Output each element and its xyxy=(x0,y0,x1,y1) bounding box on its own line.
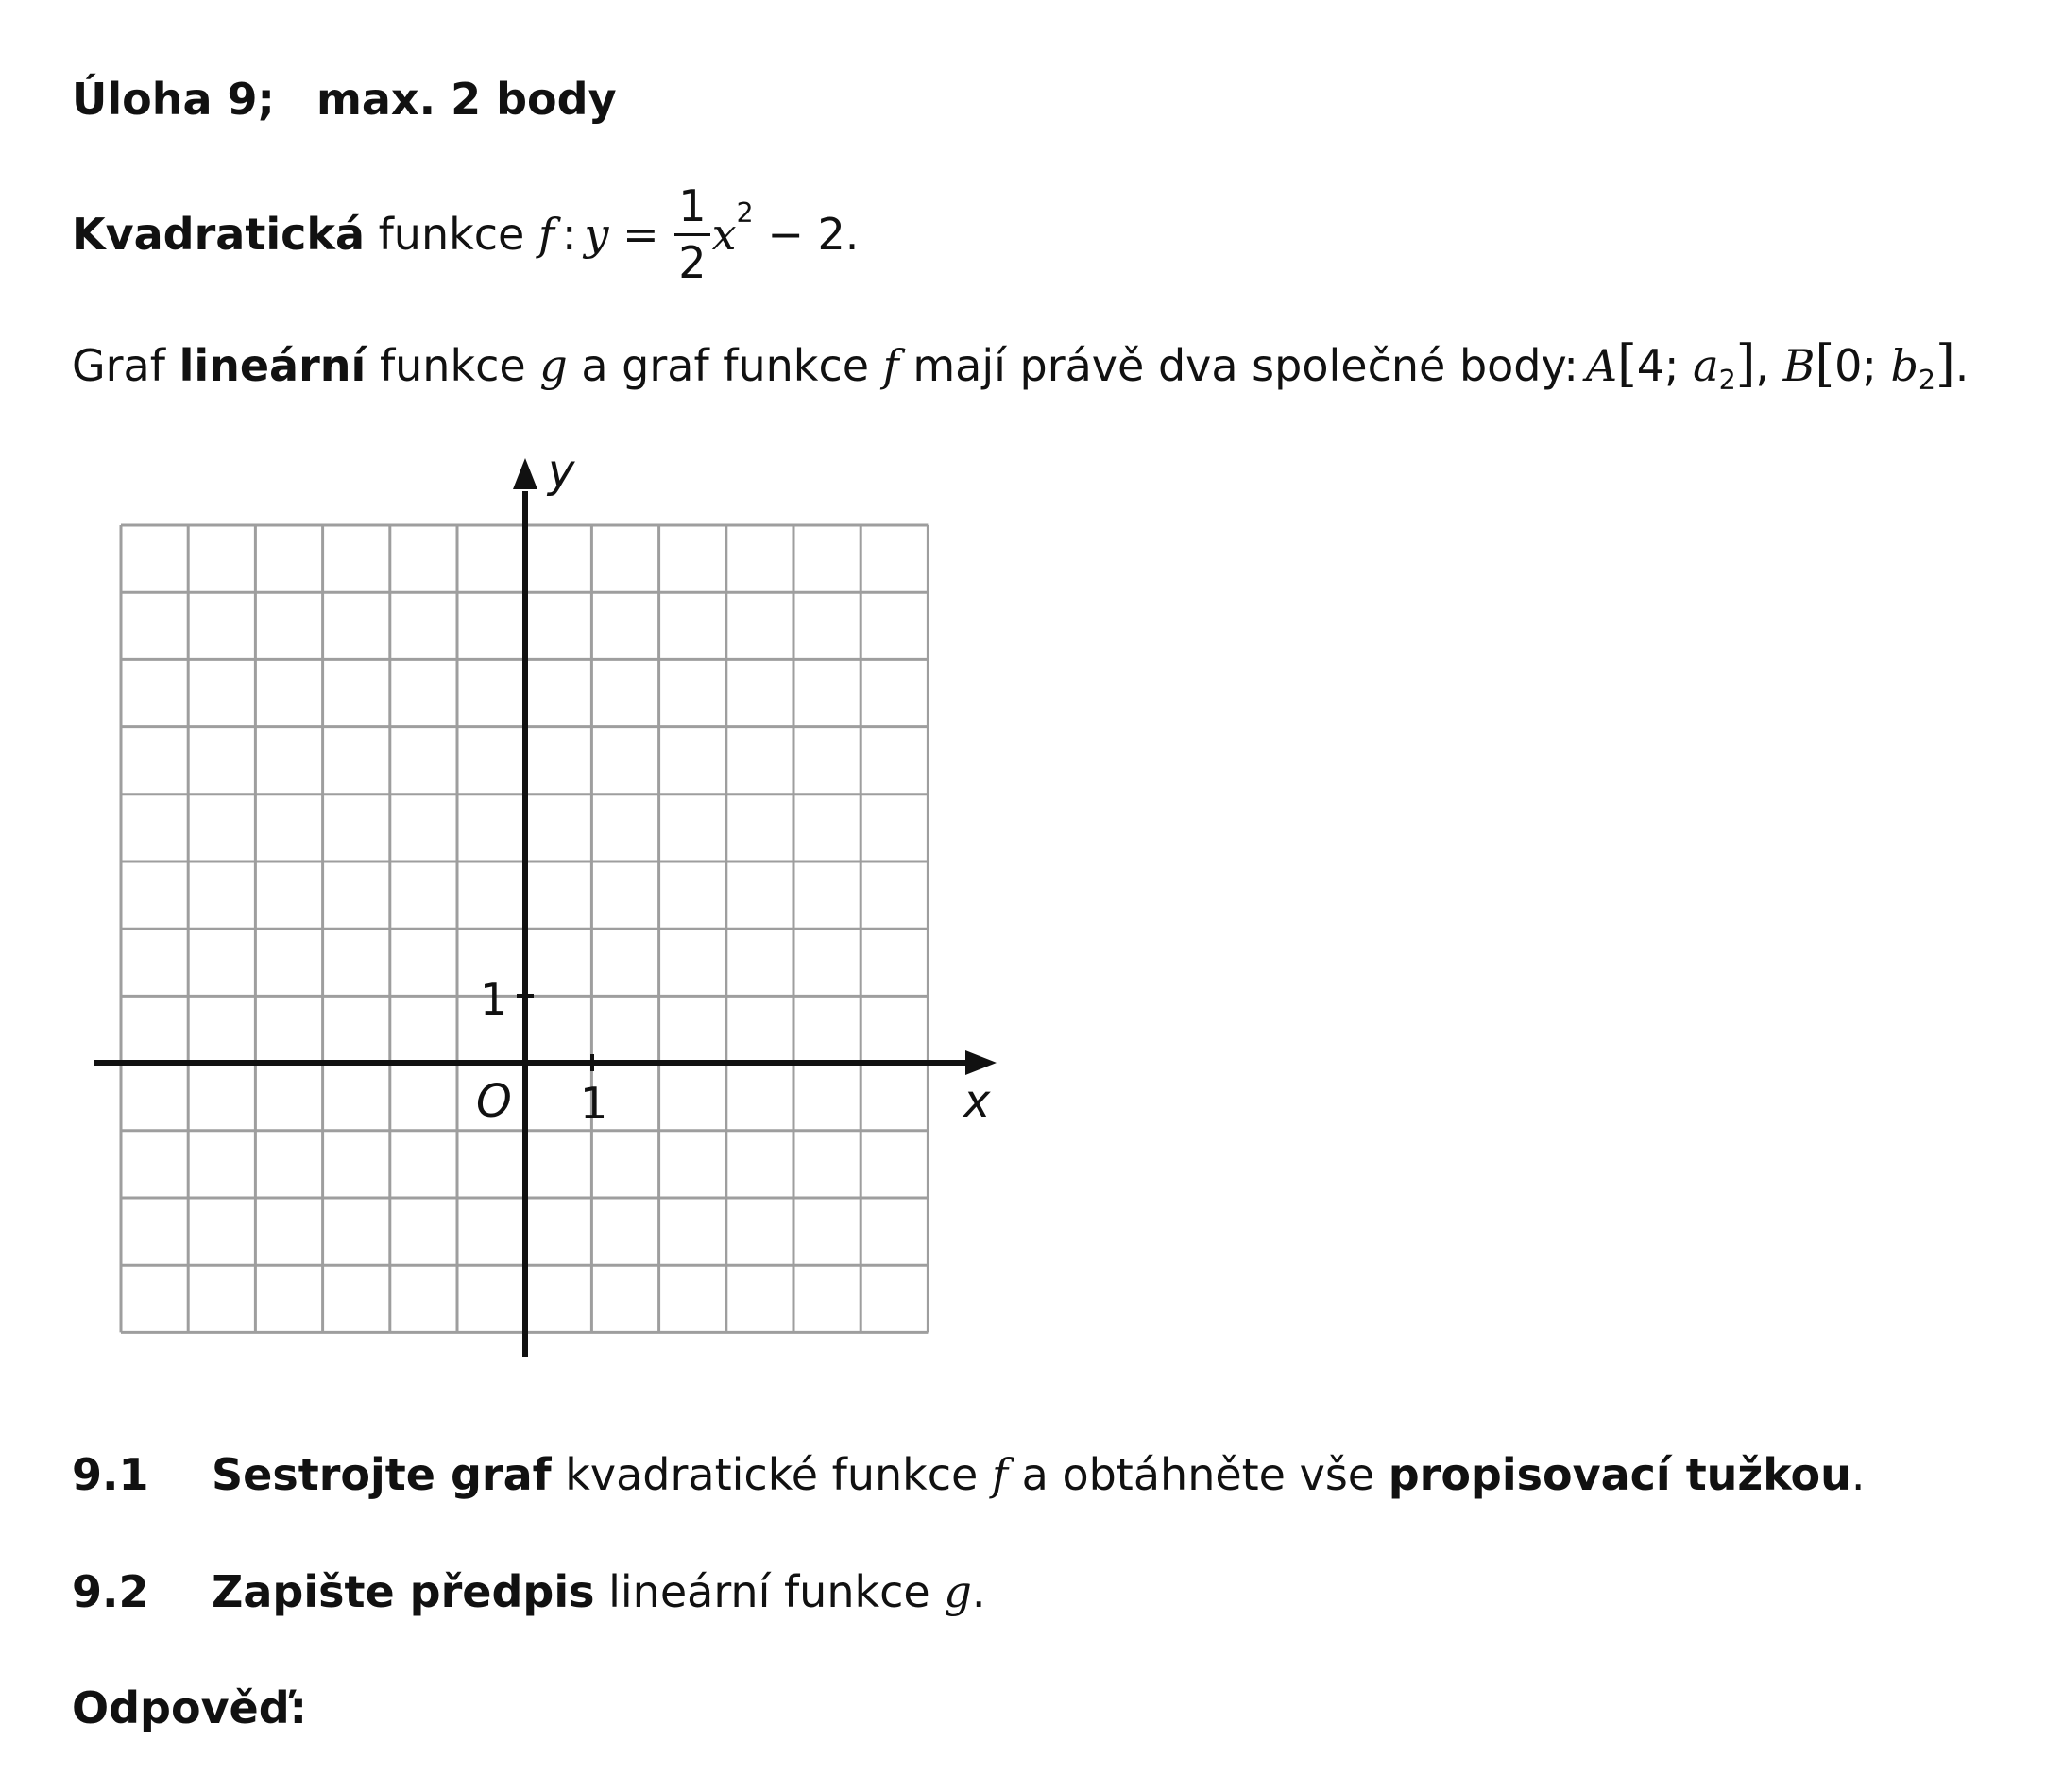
task-9-1-text2: a obtáhněte vše xyxy=(1021,1449,1375,1500)
function-g-name: g xyxy=(539,340,568,391)
x-variable: x xyxy=(711,209,737,260)
a-subscript: 2 xyxy=(1718,365,1736,397)
task-9-1-number: 9.1 xyxy=(72,1449,149,1500)
point-a: A xyxy=(1585,340,1618,391)
task-9-2-var: g xyxy=(944,1566,972,1617)
y-tick-label: 1 xyxy=(480,974,508,1025)
fraction-numerator: 1 xyxy=(674,183,709,235)
exponent: 2 xyxy=(736,197,754,230)
colon: : xyxy=(562,209,577,260)
equals-sign: = xyxy=(622,209,659,260)
statement-end: . xyxy=(1954,340,1969,391)
y-variable: y xyxy=(584,209,609,260)
origin-label: O xyxy=(476,1075,512,1128)
coord-a: 4; xyxy=(1636,340,1679,391)
a-variable: a xyxy=(1693,340,1719,391)
task-points: max. 2 body xyxy=(315,74,617,125)
x-axis-arrow xyxy=(965,1050,997,1075)
statement-text-4: mají právě dva společné body: xyxy=(912,340,1578,391)
x-axis-label: x xyxy=(963,1075,991,1128)
x-tick-label: 1 xyxy=(580,1078,608,1129)
task-9-2-bold: Zapište předpis xyxy=(212,1566,595,1617)
task-9-2-end: . xyxy=(971,1566,986,1617)
statement-text-1: Graf xyxy=(72,340,165,391)
formula-tail: − 2. xyxy=(767,209,860,260)
task-9-1-bold: Sestrojte graf xyxy=(212,1449,552,1500)
statement-bold-lin: lineární xyxy=(179,340,367,391)
task-9-1-text1: kvadratické funkce xyxy=(565,1449,979,1500)
b-variable: b xyxy=(1890,340,1918,391)
statement-text-3: a graf funkce xyxy=(581,340,870,391)
bracket-b-close: ] xyxy=(1935,335,1955,393)
y-axis-arrow xyxy=(513,458,537,489)
y-axis-label: y xyxy=(548,445,575,498)
coord-b: 0; xyxy=(1834,340,1877,391)
bracket-b-open: [ xyxy=(1815,335,1835,393)
statement-text-2: funkce xyxy=(379,340,526,391)
bracket-a-open: [ xyxy=(1617,335,1637,393)
point-b: B xyxy=(1782,340,1816,391)
fraction-denominator: 2 xyxy=(678,236,707,288)
task-9-2-number: 9.2 xyxy=(72,1566,149,1617)
task-9-1-bold2: propisovací tužkou xyxy=(1388,1449,1851,1500)
function-f-name-2: f xyxy=(882,340,899,391)
task-9-2-text1: lineární funkce xyxy=(608,1566,930,1617)
task-9-1-var: f xyxy=(992,1449,1009,1500)
function-f-name: f xyxy=(537,209,554,260)
b-subscript: 2 xyxy=(1918,365,1936,397)
intro-word-funkce: funkce xyxy=(378,209,525,260)
comma: , xyxy=(1755,340,1769,391)
bracket-a-close: ] xyxy=(1735,335,1756,393)
answer-label: Odpověď: xyxy=(72,1682,308,1733)
intro-bold-word: Kvadratická xyxy=(72,209,365,260)
task-number: Úloha 9; xyxy=(72,74,275,125)
task-9-1-end: . xyxy=(1850,1449,1866,1500)
